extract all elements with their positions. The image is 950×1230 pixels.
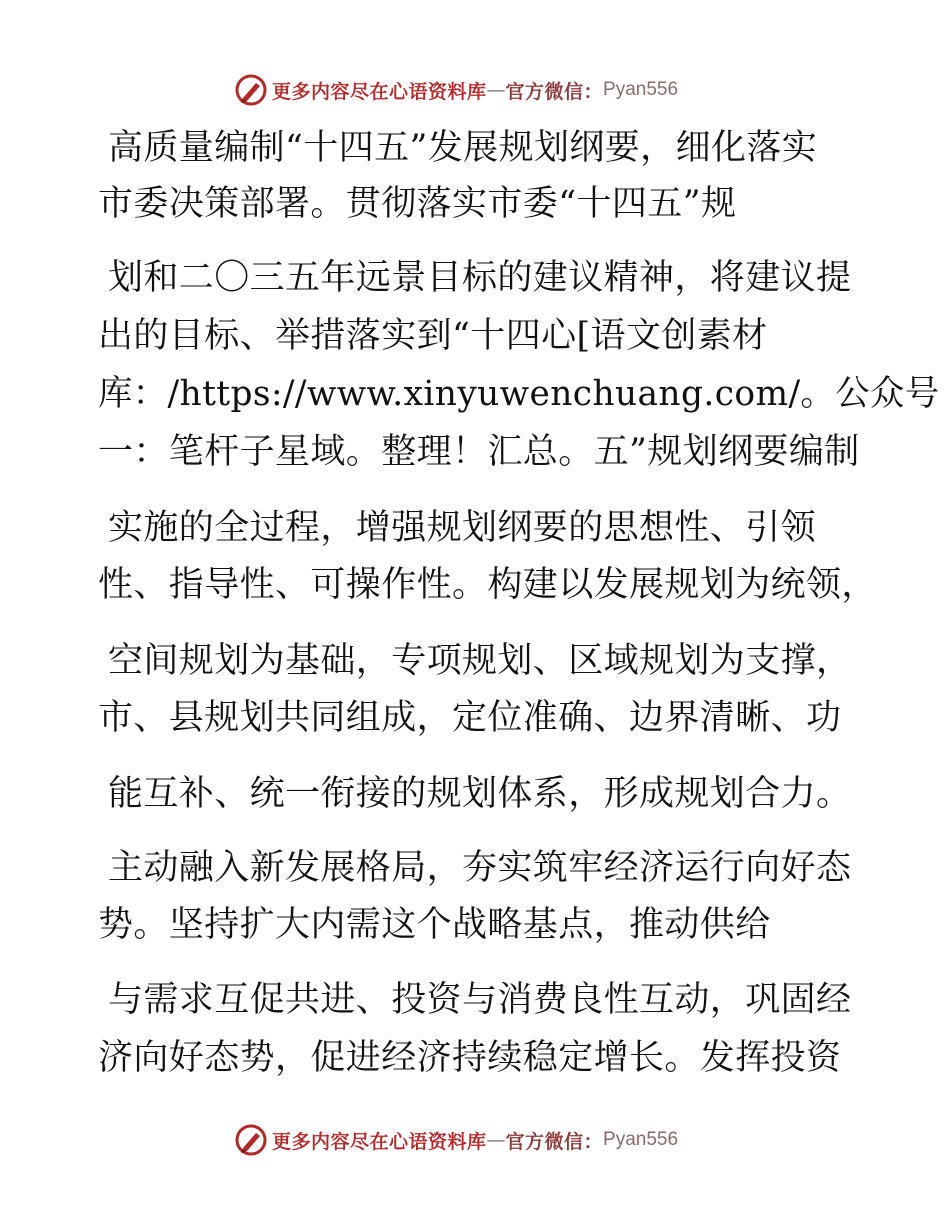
pen-logo-icon: [234, 73, 268, 107]
text-line: 高质量编制“十四五”发展规划纲要，细化落实: [108, 128, 818, 168]
footer-wechat-label: 官方微信：: [505, 1130, 604, 1153]
text-line: 实施的全过程，增强规划纲要的思想性、引领: [108, 508, 817, 548]
text-line: 一：笔杆子星域。整理！汇总。五”规划纲要编制: [98, 432, 860, 472]
text-line: 出的目标、举措落实到“十四心[语文创素材: [98, 316, 768, 356]
text-line: 库：/https://www.xinyuwenchuang.com/。公众号: [98, 374, 940, 414]
header-separator: —: [486, 79, 506, 101]
header-wechat-id: Pyan556: [603, 79, 679, 100]
text-line: 能互补、统一衔接的规划体系，形成规划合力。: [108, 774, 852, 814]
header-wechat-label: 官方微信：: [505, 80, 604, 103]
header-site-text: 更多内容尽在心语资料库: [272, 80, 487, 103]
text-line: 市、县规划共同组成，定位准确、边界清晰、功: [98, 698, 842, 738]
text-line: 济向好态势，促进经济持续稳定增长。发挥投资: [98, 1038, 842, 1078]
text-line: 市委决策部署。贯彻落实市委“十四五”规: [98, 184, 737, 224]
text-line: 势。坚持扩大内需这个战略基点，推动供给: [98, 905, 771, 945]
text-line: 划和二〇三五年远景目标的建议精神，将建议提: [108, 258, 852, 298]
text-line: 主动融入新发展格局，夯实筑牢经济运行向好态: [108, 848, 852, 888]
text-line: 性、指导性、可操作性。构建以发展规划为统领，: [98, 565, 877, 605]
text-line: 空间规划为基础，专项规划、区域规划为支撑，: [108, 641, 852, 681]
text-line: 与需求互促共进、投资与消费良性互动，巩固经: [108, 980, 852, 1020]
pen-logo-icon: [234, 1123, 268, 1157]
footer-separator: —: [486, 1129, 506, 1151]
footer-site-text: 更多内容尽在心语资料库: [272, 1130, 487, 1153]
footer-wechat-id: Pyan556: [603, 1129, 679, 1150]
footer-watermark: [234, 1120, 678, 1160]
header-watermark: [234, 70, 678, 110]
